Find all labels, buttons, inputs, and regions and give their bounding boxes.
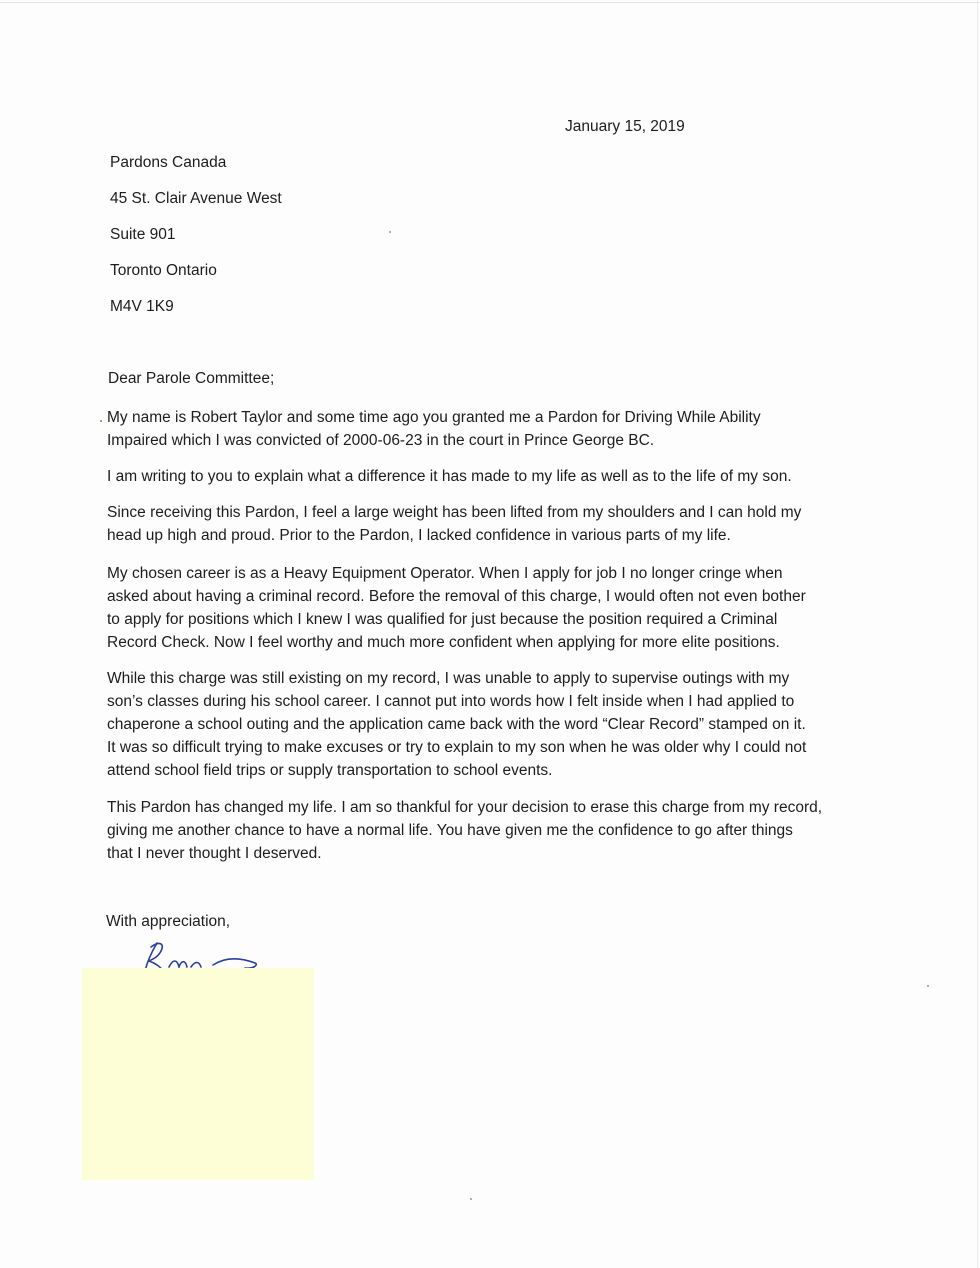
paragraph-1 (107, 406, 867, 452)
scan-speck (389, 231, 391, 233)
paragraph-line: son’s classes during his school career. I cannot put into words how I felt inside when I had applied to (107, 693, 795, 710)
paragraph-line: giving me another chance to have a normal life. You have given me the confidence to go after things (107, 822, 793, 839)
paragraph-line: While this charge was still existing on my record, I was unable to apply to supervise outings with my (107, 670, 790, 687)
paragraph-line: This Pardon has changed my life. I am so thankful for your decision to erase this charge from my record, (107, 799, 823, 816)
paragraph-line: chaperone a school outing and the application came back with the word “Clear Record” stamped on it. (107, 716, 806, 733)
recipient-city: Toronto Ontario (110, 262, 217, 279)
scan-speck (470, 1198, 472, 1200)
paragraph-line: that I never thought I deserved. (107, 845, 322, 862)
scan-speck (927, 985, 929, 987)
paragraph-line: asked about having a criminal record. Before the removal of this charge, I would often not even bother (107, 588, 806, 605)
scan-edge-top (0, 2, 980, 3)
paragraph-line: My name is Robert Taylor and some time ago you granted me a Pardon for Driving While Ability (107, 409, 761, 426)
paragraph-5 (107, 667, 867, 782)
paragraph-3 (107, 501, 867, 547)
paragraph-line: I am writing to you to explain what a difference it has made to my life as well as to the life of my son. (107, 468, 792, 485)
scan-edge-right (977, 0, 978, 1268)
recipient-suite: Suite 901 (110, 226, 176, 243)
sticky-note-redaction (82, 968, 314, 1180)
letter-date: January 15, 2019 (565, 118, 685, 135)
paragraph-line: Impaired which I was convicted of 2000-06-23 in the court in Prince George BC. (107, 432, 655, 449)
paragraph-line: head up high and proud. Prior to the Pardon, I lacked confidence in various parts of my life. (107, 527, 731, 544)
paragraph-2 (107, 465, 867, 488)
recipient-name: Pardons Canada (110, 154, 227, 171)
paragraph-line: Since receiving this Pardon, I feel a large weight has been lifted from my shoulders and I can hold my (107, 504, 802, 521)
paragraph-4 (107, 562, 867, 654)
scan-speck (100, 420, 102, 422)
paragraph-line: My chosen career is as a Heavy Equipment Operator. When I apply for job I no longer cringe when (107, 565, 783, 582)
recipient-postal-code: M4V 1K9 (110, 298, 174, 315)
salutation: Dear Parole Committee; (108, 370, 275, 387)
paragraph-line: It was so difficult trying to make excuses or try to explain to my son when he was older why I could not (107, 739, 807, 756)
paragraph-6 (107, 796, 867, 865)
paragraph-line: to apply for positions which I knew I was qualified for just because the position required a Criminal (107, 611, 778, 628)
paragraph-line: Record Check. Now I feel worthy and much more confident when applying for more elite positions. (107, 634, 780, 651)
recipient-street: 45 St. Clair Avenue West (110, 190, 282, 207)
closing: With appreciation, (106, 913, 231, 930)
paragraph-line: attend school field trips or supply transportation to school events. (107, 762, 553, 779)
